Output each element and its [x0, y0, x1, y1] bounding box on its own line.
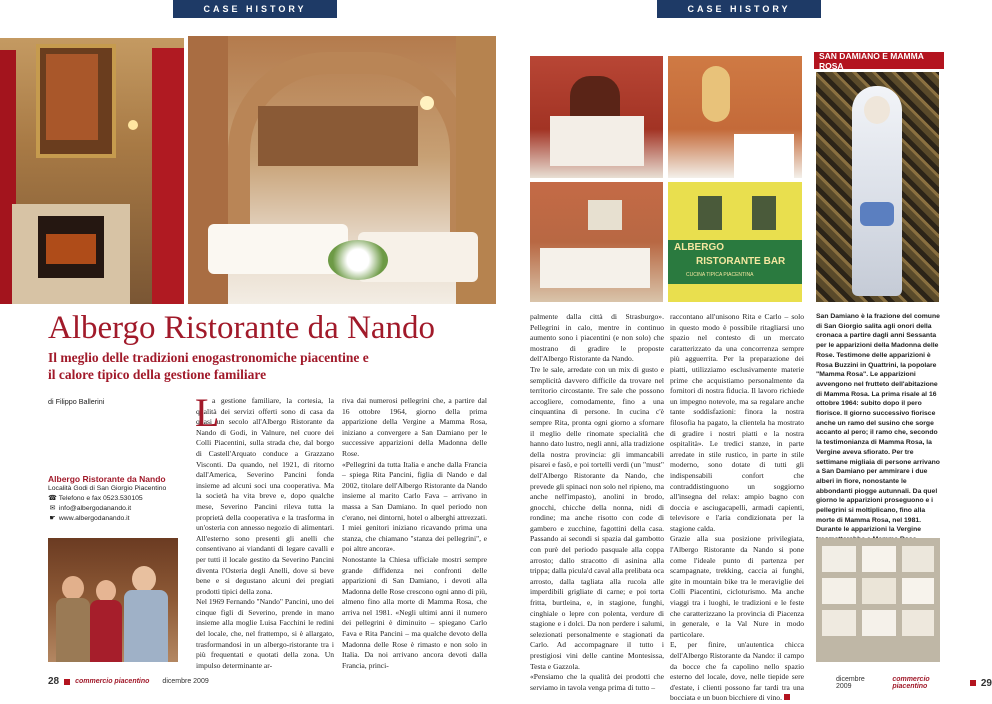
- contact-web[interactable]: www.albergodanando.it: [58, 515, 130, 522]
- footer-right: [836, 676, 992, 690]
- article-title: Albergo Ristorante da Nando: [48, 310, 436, 346]
- sign-line-1: ALBERGO: [674, 242, 724, 253]
- col2-text: riva dai numerosi pellegrini che, a partire dal 16 ottobre 1964, giorno della prima apparizione della Vergine a Mamma Rosa, iniziano a convergere a San Damiano per le successive apparizioni della Madonna delle Rose.: [342, 396, 487, 458]
- email-icon: ✉: [49, 505, 56, 512]
- sign-line-2: RISTORANTE BAR: [696, 256, 786, 267]
- footer-square-right: [970, 680, 976, 686]
- article-col-2: [342, 396, 487, 671]
- article-col-1: [195, 390, 335, 671]
- owners-photo: [48, 538, 178, 662]
- magazine-name-left: commercio piacentino: [75, 678, 150, 685]
- article-subtitle: Il meglio delle tradizioni enogastronomiche piacentine e il calore tipico della gestione familiare: [48, 350, 369, 382]
- restaurant-sign-photo: [668, 182, 802, 302]
- col4b-text: Grazie alla sua posizione privilegiata, l'Albergo Ristorante da Nando si pone come l'ideale punto di partenza per scampagnate, trekking, caccia ai funghi, gite in mountain bike tra le meraviglie dei Colli Piacentini, cicloturismo. Ma anche viaggi tra i luoghi, le tradizioni e le feste che caratterizzano la provincia di Piacenza in generale, e la Val Nure in modo particolare.: [670, 534, 804, 639]
- col1b-text: Nel 1969 Fernando "Nando" Pancini, uno dei cinque figli di Severino, prende in mano insieme alla moglie Luisa Facchini le redini del locale, che, nel frattempo, si è allargato, trasformandosi in un albergo-ristorante tra i più frequentati e quotati della zona. Un impulso determinante ar-: [196, 597, 335, 670]
- contact-name: Albergo Ristorante da Nando: [48, 474, 166, 484]
- col3b-text: Tre le sale, arredate con un mix di gusto e semplicità davvero difficile da trovare nel territorio circostante. Tre sale che possono accogliere, comodamente, fino a una cinquantina di persone. In cucina c'è sempre Rita, pronta ogni giorno a sfornare il meglio delle rinomate specialità che hanno dato lustro, negli anni, alla tradizione della nostra provincia: gli immancabili pisarei e fasö, e poi tortelli verdi (un "must" dell'Albergo Ristorante da Nando, che prevede gli spinaci non solo nel ripieno, ma anche nell'impasto), anolini in brodo, gnocchi, chicche della nonna, nidi di rondine; ma anche risotto con code di gambero e zucchine, fagottini della casa. Passando ai secondi si spazia dal gambotto con purè del periodo pasquale alla coppa arrosto; dallo stracotto di asinina alla trippa; dalla picula'd caval alla prelibata oca arrosto, dalla tagliata alla rucola alle imperdibili grigliate di carne; e poi torta fritta, burtleina, e, in stagione, funghi, cinghiale o lepre con polenta, verdure di stagione e i dolci. Da non perdere i salumi, selezionati personalmente e stagionati da Carlo. Ad accompagnare il tutto i prestigiosi vini delle cantine Montesissa, Testa e Gazzola.: [530, 364, 664, 671]
- fireplace-room-photo: [0, 38, 184, 304]
- page-number-left: 28: [48, 676, 60, 687]
- issue-date-right: dicembre 2009: [836, 676, 865, 690]
- col3-text: palmente dalla città di Strasburgo». Pellegrini in calo, mentre in continuo aumento sono i piacentini (e non solo) che mostrano di gradire le proposte dell'Albergo Ristorante da Nando.: [530, 312, 664, 364]
- small-dining-photo: [530, 182, 663, 302]
- drop-cap: L: [195, 390, 220, 435]
- col4c-text: E, per finire, un'autentica chicca dell'Albergo Ristorante da Nando: il campo da bocce che fa capolino nello spazio esterno del locale, dove, nelle tiepide sere d'estate, i clienti possono far tardi tra una bocciata e un buon bicchiere di vino.: [670, 640, 804, 703]
- sidebar-heading-box: [814, 52, 944, 69]
- contact-email[interactable]: info@albergodanando.it: [58, 505, 132, 512]
- votive-plaques-photo: [816, 538, 940, 662]
- article-col-4: [670, 312, 804, 704]
- footer-left: [48, 676, 209, 687]
- case-history-bar-left: [173, 0, 337, 18]
- col2c-text: Nonostante la Chiesa ufficiale mostri sempre grande diffidenza nei confronti delle apparizioni di San Damiano, i devoti alla Madonna delle Rose crescono ogni anno di più, almeno fino alla morte di Mamma Rosa, che arriva nel 1981. «Negli ultimi anni il numero dei pellegrini è diminuito – spiegano Carlo Fava e Rita Pancini – ma qualche devoto della Madonna delle Rose è rimasto e non solo in Italia. Da noi arrivano ancora devoti dalla Francia, princi-: [342, 554, 487, 670]
- footer-square-left: [64, 679, 70, 685]
- issue-date-left: dicembre 2009: [162, 678, 209, 685]
- contact-phone: Telefono e fax 0523.530105: [58, 495, 143, 502]
- end-mark: [784, 694, 790, 700]
- bedroom-mirror-photo: [668, 56, 802, 178]
- col2b-text: «Pellegrini da tutta Italia e anche dalla Francia – spiega Rita Pancini, figlia di Nando e dal 2002, titolare dell'Albergo Ristorante da Nando insieme al marito Carlo Fava – arrivano in massa a San Damiano. In quel periodo non c'erano, nei dintorni, hotel o alberghi attrezzati. I miei genitori iniziano ricavando prima una stanza, che chiamano "stanza dei pellegrini", e poi altre ancora».: [342, 459, 487, 554]
- case-history-bar-right: [657, 0, 821, 18]
- col1-text: a gestione familiare, la cortesia, la qualità dei servizi offerti sono di casa da quasi un secolo all'Albergo Ristorante da Nando di Godi, in Valnure, nel cuore dei Colli Piacentini, sulla strada che, dal borgo di Castell'Arquato conduce a Grazzano Visconti. Da quando, nel 1921, di ritorno dall'America, Severino Pancini fonda insieme ad alcuni soci una cooperativa. Ma la società ha vita breve e, dopo qualche mese, Severino Pancini rileva tutta la proprietà della cooperativa e la trasforma in un'osteria con annesso negozio di alimentari. All'esterno sono presenti gli anelli che consentivano ai viandanti di legare cavalli e per tutti il locale gestito da Severino Pancini diventa l'Osteria degli Anelli, dove si beve bene e si degustano alcuni dei pregiati prodotti tipici della zona.: [196, 396, 334, 596]
- phone-icon: ☎: [48, 495, 57, 502]
- sign-line-3: CUCINA TIPICA PIACENTINA: [686, 272, 754, 278]
- section-label-right: CASE HISTORY: [687, 4, 791, 14]
- section-label-left: CASE HISTORY: [203, 4, 307, 14]
- sidebar-text: San Damiano è la frazione del comune di San Giorgio salita agli onori della cronaca a partire dagli anni Sessanta per le apparizioni della Madonna delle Rose. Testimone delle apparizioni è Rosa Buzzini in Quattrini, la popolare "Mamma Rosa". Le apparizioni avvengono nel frutteto dell'abitazione di Mamma Rosa. La prima risale al 16 ottobre 1964: subito dopo il pero fiorisce. Il giorno successivo fiorisce anche un ramo del susino che sorge accanto al pero; il ramo che, secondo la testimonianza di Mamma Rosa, la Vergine aveva sfiorato. Per tre settimane migliaia di persone arrivano a San Damiano per ammirare i due alberi in fiore, nonostante le abbondanti piogge autunnali. Da quel giorno le apparizioni proseguono e i pellegrini si moltiplicano, fino alla morte di Mamma Rosa, nel 1981. Durante le apparizioni la Vergine: [816, 313, 940, 534]
- article-col-3: [530, 312, 664, 693]
- bedroom-photo: [530, 56, 663, 178]
- dining-hall-photo: [188, 36, 496, 304]
- byline: di Filippo Ballerini: [48, 397, 105, 406]
- contact-address: Località Godi di San Giorgio Piacentino: [48, 485, 167, 492]
- magazine-name-right: commercio piacentino: [892, 676, 930, 690]
- pointer-icon: ☛: [49, 515, 56, 522]
- col3c-text: «Pensiamo che la qualità dei prodotti che serviamo in tavola venga prima di tutto –: [530, 672, 664, 692]
- madonna-statue-photo: [816, 72, 939, 302]
- sidebar-heading: SAN DAMIANO E MAMMA ROSA: [819, 50, 924, 71]
- col4-text: raccontano all'unisono Rita e Carlo – solo in questo modo è possibile ritagliarsi uno spazio nel contesto di un mercato caratterizzato da una concorrenza sempre più agguerrita. Per la preparazione dei piatti, utilizziamo esclusivamente materie prime che acquistiamo personalmente da fornitori di nostra fiducia. Il lavoro richiede un impegno notevole, ma sa regalare anche tante soddisfazioni: finora la nostra filosofia ha pagato, la clientela ha mostrato di gradire i nostri piatti e la nostra ospitalità». Le tredici stanze, in parte arredate in stile rustico, in parte in stile moderno, sono dotate di tutti gli indispensabili confort che contraddistinguono un soggiorno all'insegna del relax: ampio bagno con doccia e asciugacapelli, armadi capienti, televisore e l'aria condizionata per la stagione calda.: [670, 312, 804, 533]
- contact-box: [48, 474, 188, 524]
- page-number-right: 29: [980, 677, 992, 689]
